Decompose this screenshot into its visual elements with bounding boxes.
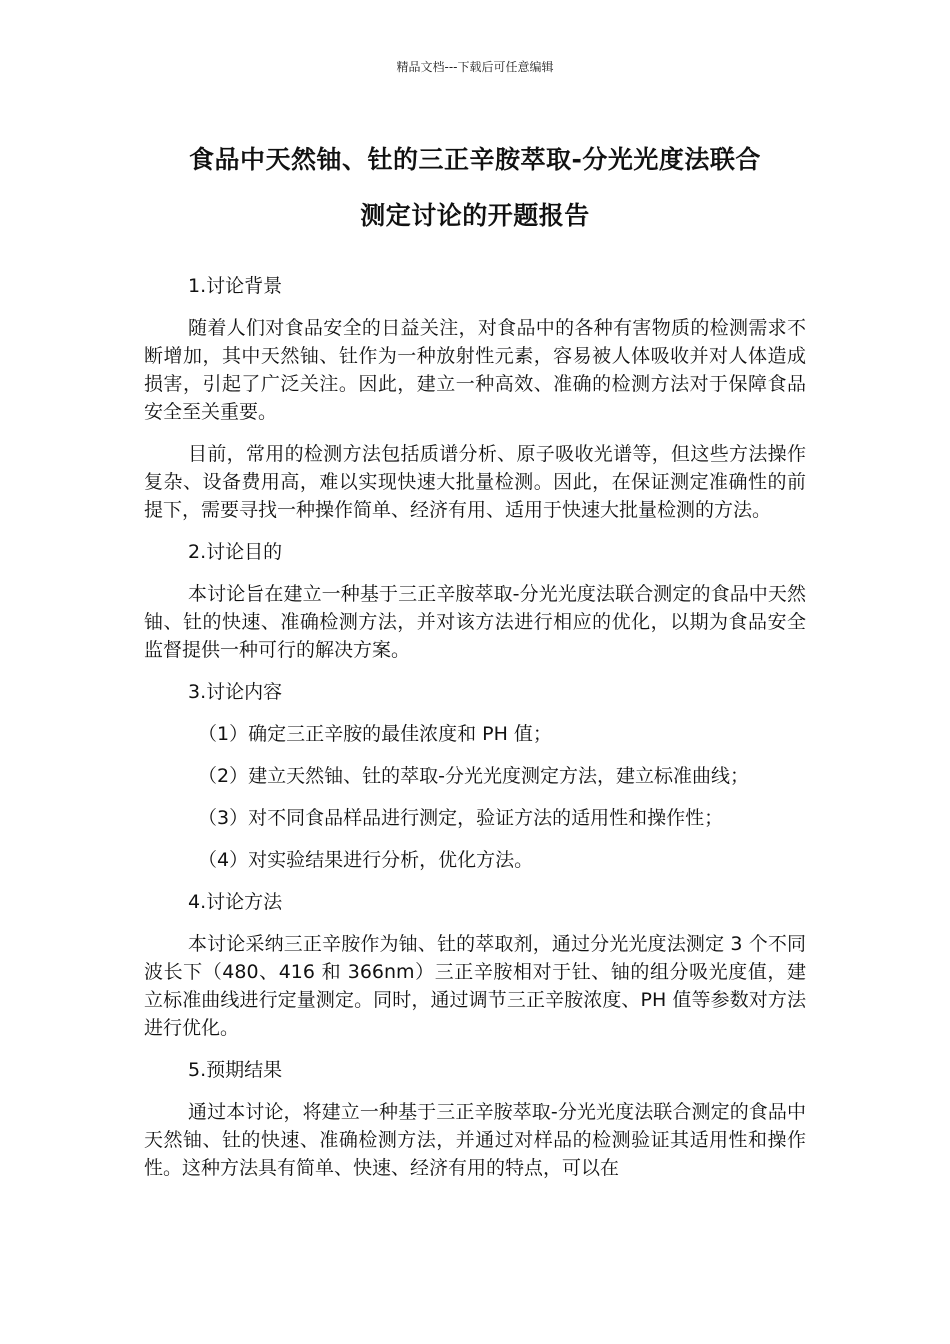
section-heading-purpose: 2.讨论目的	[188, 541, 283, 563]
list-item: （4）对实验结果进行分析，优化方法。	[198, 849, 534, 871]
section-heading-expected-results: 5.预期结果	[188, 1059, 283, 1081]
list-item: （3）对不同食品样品进行测定，验证方法的适用性和操作性；	[198, 807, 724, 829]
paragraph: 本讨论旨在建立一种基于三正辛胺萃取-分光光度法联合测定的食品中天然铀、钍的快速、准确检测方法，并对该方法进行相应的优化，以期为食品安全监督提供一种可行的解决方案。	[144, 583, 806, 661]
document-title-line-2: 测定讨论的开题报告	[360, 201, 590, 230]
document-body	[144, 272, 806, 1196]
paragraph: 本讨论采纳三正辛胺作为铀、钍的萃取剂，通过分光光度法测定 3 个不同波长下（480、416 和 366nm）三正辛胺相对于钍、铀的组分吸光度值，建立标准曲线进行定量测定。同时，通过调节三正辛胺浓度、PH 值等参数对方法进行优化。	[144, 933, 806, 1039]
page-header-watermark: 精品文档---下载后可任意编辑	[396, 60, 554, 74]
paragraph: 目前，常用的检测方法包括质谱分析、原子吸收光谱等，但这些方法操作复杂、设备费用高，难以实现快速大批量检测。因此，在保证测定准确性的前提下，需要寻找一种操作简单、经济有用、适用于快速大批量检测的方法。	[144, 443, 806, 521]
list-item: （2）建立天然铀、钍的萃取-分光光度测定方法，建立标准曲线；	[198, 765, 749, 787]
section-heading-method: 4.讨论方法	[188, 891, 283, 913]
section-heading-background: 1.讨论背景	[188, 275, 283, 297]
list-item: （1）确定三正辛胺的最佳浓度和 PH 值；	[198, 723, 552, 745]
section-heading-content: 3.讨论内容	[188, 681, 283, 703]
paragraph: 随着人们对食品安全的日益关注，对食品中的各种有害物质的检测需求不断增加，其中天然铀、钍作为一种放射性元素，容易被人体吸收并对人体造成损害，引起了广泛关注。因此，建立一种高效、准确的检测方法对于保障食品安全至关重要。	[144, 317, 806, 423]
document-title-line-1: 食品中天然铀、钍的三正辛胺萃取-分光光度法联合	[189, 145, 761, 174]
paragraph: 通过本讨论，将建立一种基于三正辛胺萃取-分光光度法联合测定的食品中天然铀、钍的快速、准确检测方法，并通过对样品的检测验证其适用性和操作性。这种方法具有简单、快速、经济有用的特点，可以在	[144, 1101, 806, 1179]
